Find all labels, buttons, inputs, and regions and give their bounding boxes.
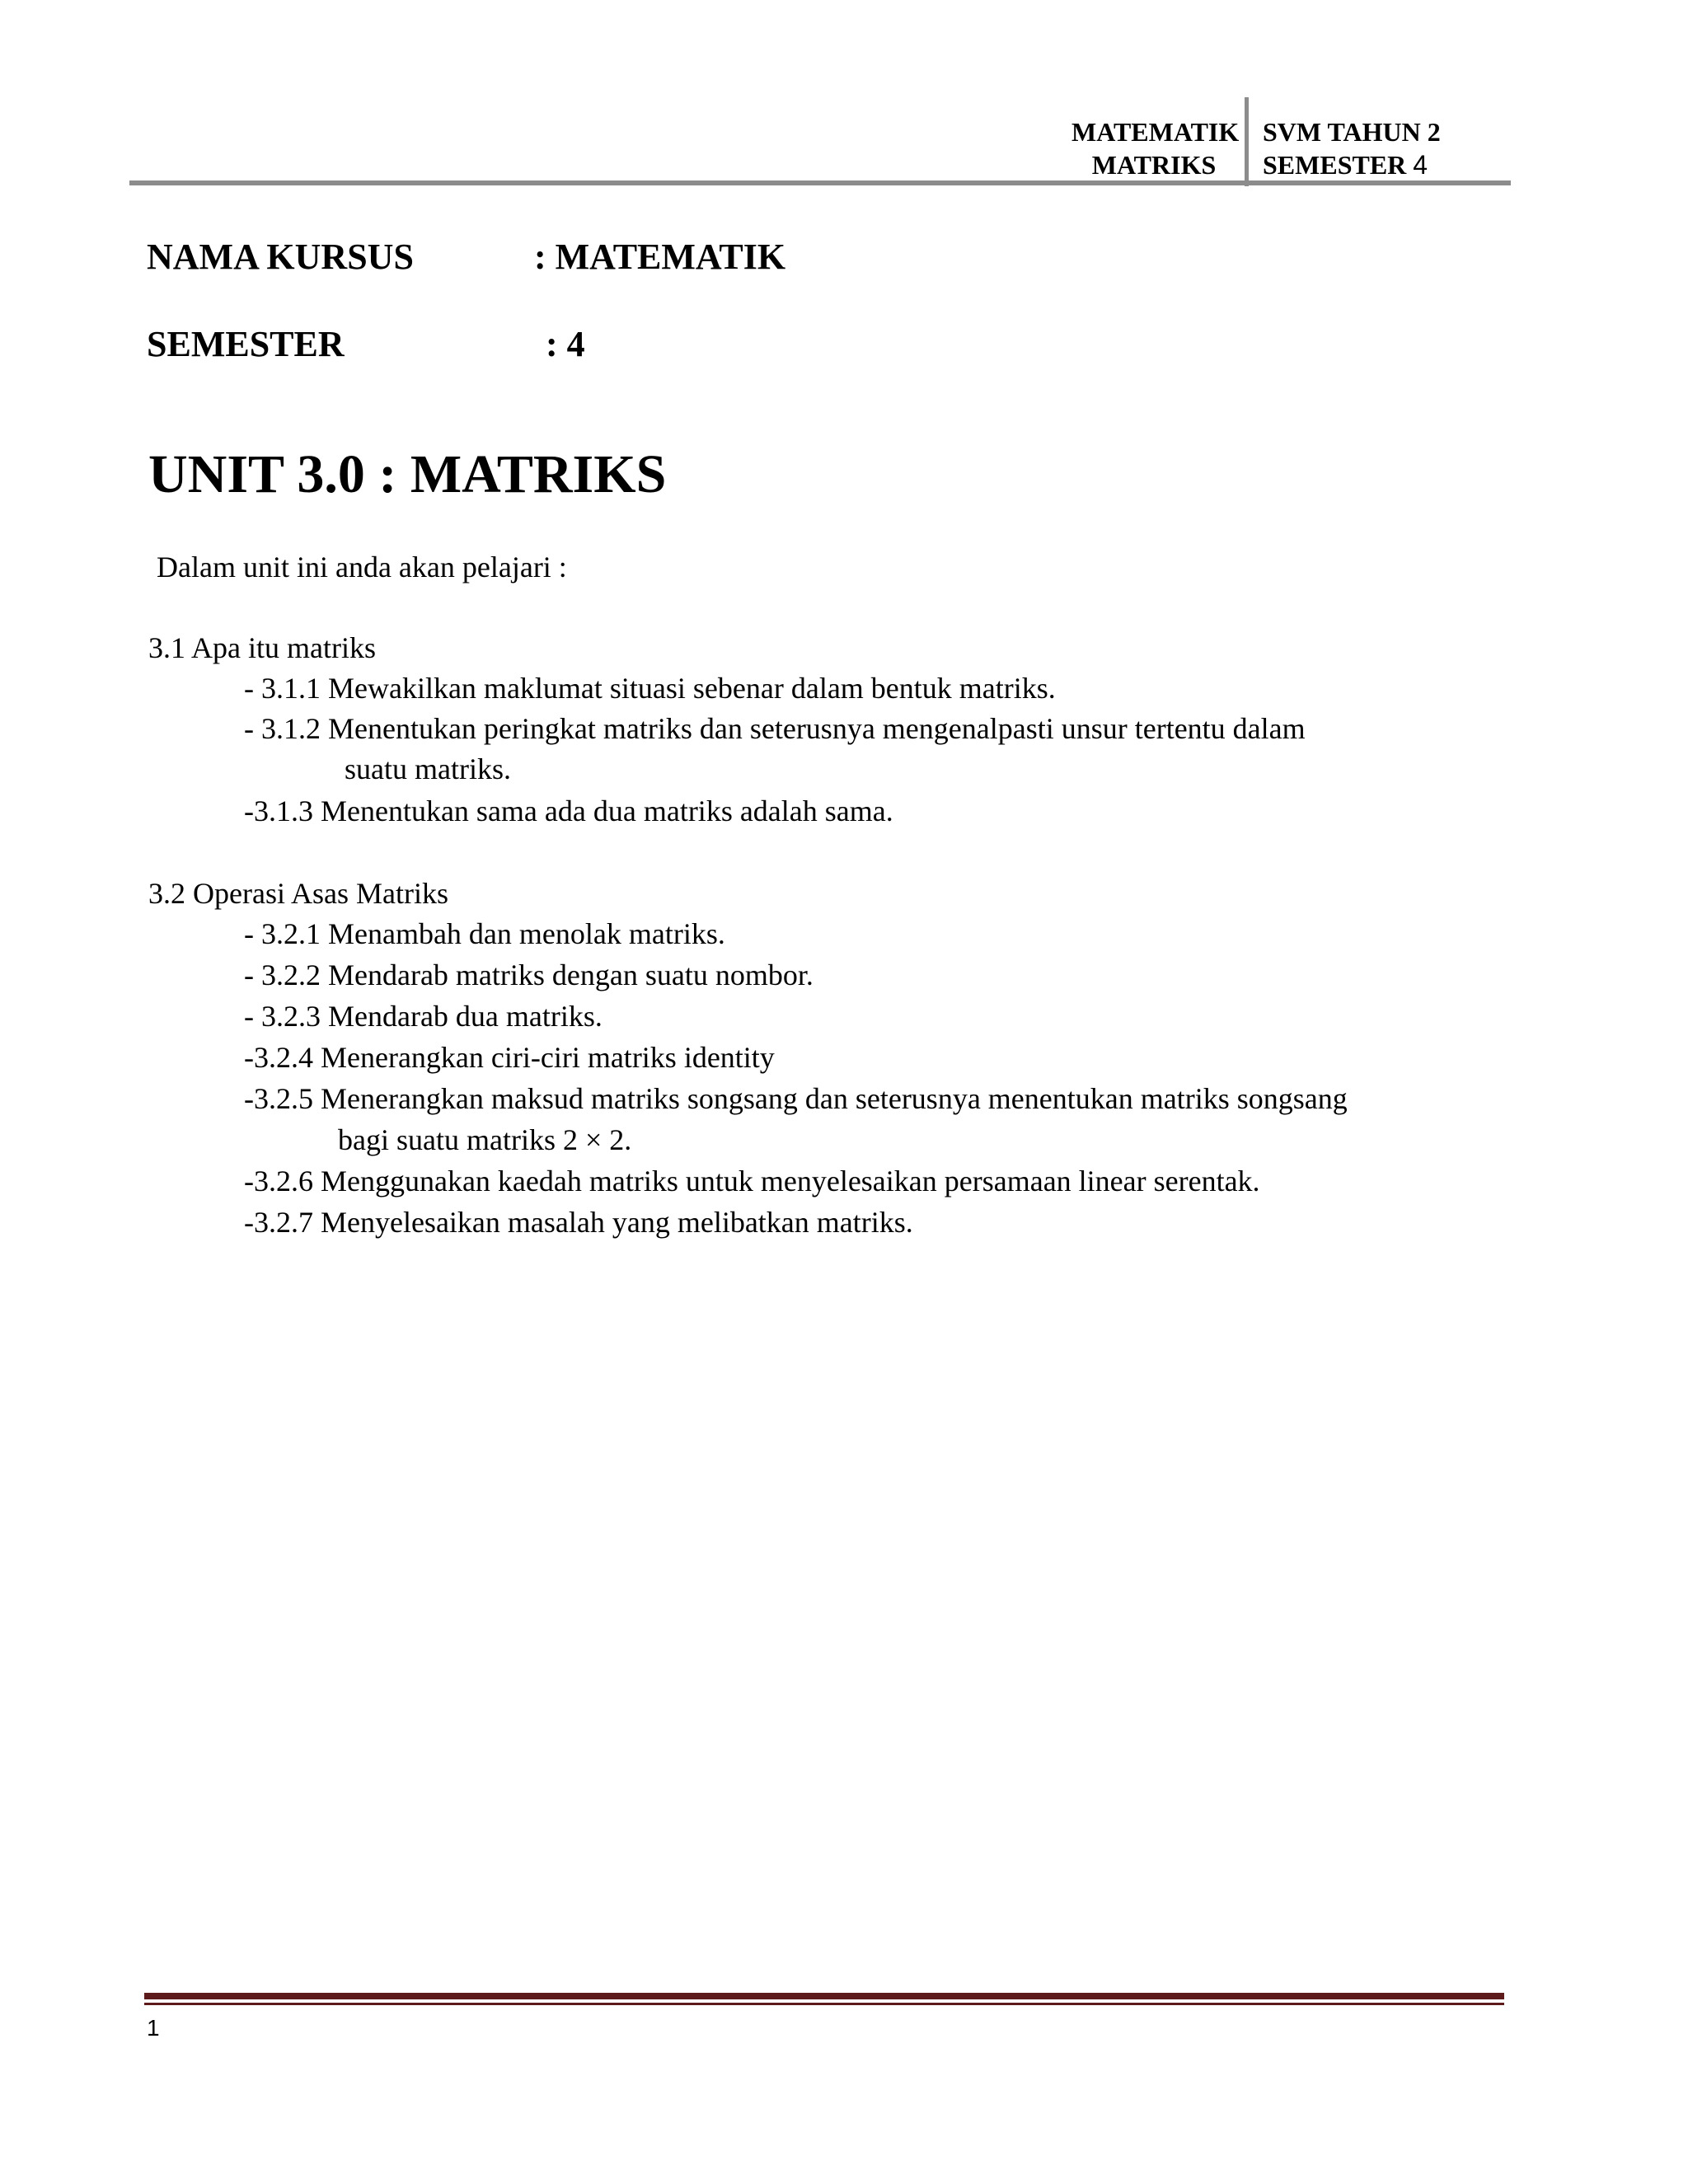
course-name-label: NAMA KURSUS xyxy=(147,237,414,277)
course-name-row xyxy=(147,236,786,279)
list-item: -3.1.3 Menentukan sama ada dua matriks adalah sama. xyxy=(244,794,893,827)
footer-rule-thin xyxy=(144,2003,1504,2005)
header-year: SVM TAHUN 2 xyxy=(1263,117,1441,147)
list-item: -3.2.5 Menerangkan maksud matriks songsang dan seterusnya menentukan matriks songsang xyxy=(244,1082,1348,1115)
header-subject: MATEMATIK xyxy=(1071,117,1240,147)
header-semester-number: 4 xyxy=(1413,150,1428,180)
list-item: - 3.2.1 Menambah dan menolak matriks. xyxy=(244,917,725,950)
course-name-value: : MATEMATIK xyxy=(534,237,786,277)
semester-label: SEMESTER xyxy=(147,324,345,364)
header-divider xyxy=(1245,97,1249,186)
section-heading: 3.1 Apa itu matriks xyxy=(148,631,376,664)
semester-value: : 4 xyxy=(546,324,585,364)
header-semester xyxy=(1263,148,1441,181)
header-rule xyxy=(129,180,1511,185)
list-item-continuation: bagi suatu matriks 2 × 2. xyxy=(338,1123,632,1156)
page-number: 1 xyxy=(147,2015,160,2041)
list-item: -3.2.7 Menyelesaikan masalah yang melibatkan matriks. xyxy=(244,1206,913,1239)
list-item: - 3.1.1 Mewakilkan maklumat situasi sebenar dalam bentuk matriks. xyxy=(244,672,1056,705)
list-item: -3.2.6 Menggunakan kaedah matriks untuk menyelesaikan persamaan linear serentak. xyxy=(244,1165,1260,1197)
list-item: -3.2.4 Menerangkan ciri-ciri matriks identity xyxy=(244,1041,775,1074)
intro-text: Dalam unit ini anda akan pelajari : xyxy=(157,551,567,583)
semester-row xyxy=(147,323,585,366)
list-item: - 3.1.2 Menentukan peringkat matriks dan seterusnya mengenalpasti unsur tertentu dalam xyxy=(244,712,1306,745)
header-semester-label: SEMESTER xyxy=(1263,150,1407,180)
list-item: - 3.2.2 Mendarab matriks dengan suatu nombor. xyxy=(244,958,814,991)
list-item: - 3.2.3 Mendarab dua matriks. xyxy=(244,1000,603,1033)
unit-title: UNIT 3.0 : MATRIKS xyxy=(148,444,667,504)
header-left xyxy=(1071,115,1240,181)
footer-rule xyxy=(144,1993,1504,1999)
section-heading: 3.2 Operasi Asas Matriks xyxy=(148,877,448,910)
list-item-continuation: suatu matriks. xyxy=(345,752,511,785)
header-right xyxy=(1263,115,1441,181)
header-topic: MATRIKS xyxy=(1091,150,1217,180)
